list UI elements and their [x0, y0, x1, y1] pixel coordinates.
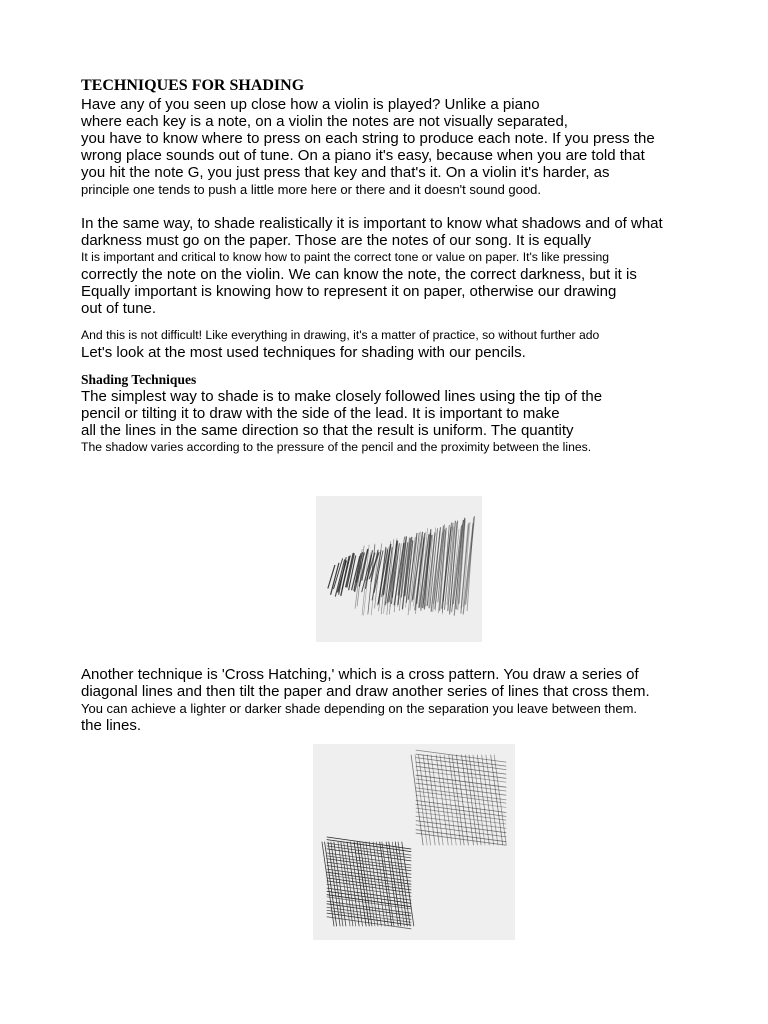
document-body	[81, 76, 721, 456]
text-line: diagonal lines and then tilt the paper and draw another series of lines that cross them.	[81, 683, 650, 700]
cross-hatch-icon	[313, 744, 515, 940]
text-line: Another technique is 'Cross Hatching,' which is a cross pattern. You draw a series of	[81, 666, 639, 683]
text-line: In the same way, to shade realistically it is important to know what shadows and of what	[81, 215, 663, 232]
text-line: Equally important is knowing how to represent it on paper, otherwise our drawing	[81, 283, 617, 300]
text-line: Let's look at the most used techniques for shading with our pencils.	[81, 344, 526, 361]
third-paragraph	[81, 327, 721, 361]
text-line: all the lines in the same direction so that the result is uniform. The quantity	[81, 422, 574, 439]
text-line: And this is not difficult! Like everything in drawing, it's a matter of practice, so without further ado	[81, 328, 600, 342]
cross-hatching-illustration	[313, 744, 515, 940]
text-line: The shadow varies according to the pressure of the pencil and the proximity between the lines.	[81, 440, 592, 454]
second-paragraph	[81, 215, 721, 317]
text-line: you hit the note G, you just press that key and that's it. On a violin it's harder, as	[81, 164, 610, 181]
text-line: out of tune.	[81, 300, 157, 317]
text-line: principle one tends to push a little more here or there and it doesn't sound good.	[81, 182, 541, 197]
text-line: The simplest way to shade is to make closely followed lines using the tip of the	[81, 388, 603, 405]
intro-paragraph	[81, 96, 721, 198]
text-line: correctly the note on the violin. We can know the note, the correct darkness, but it is	[81, 266, 637, 283]
hatching-lines-icon	[316, 496, 482, 642]
text-line: It is important and critical to know how to paint the correct tone or value on paper. It's like pressing	[81, 250, 610, 264]
cross-hatching-paragraph	[81, 666, 721, 734]
text-line: pencil or tilting it to draw with the side of the lead. It is important to make	[81, 405, 560, 422]
text-line: wrong place sounds out of tune. On a piano it's easy, because when you are told that	[81, 147, 645, 164]
text-line: where each key is a note, on a violin the notes are not visually separated,	[81, 113, 568, 130]
shading-paragraph	[81, 388, 721, 456]
text-line: Have any of you seen up close how a violin is played? Unlike a piano	[81, 96, 540, 113]
text-line: darkness must go on the paper. Those are the notes of our song. It is equally	[81, 232, 592, 249]
pencil-hatching-illustration	[316, 496, 482, 642]
page-title: TECHNIQUES FOR SHADING	[81, 77, 305, 94]
text-line: the lines.	[81, 717, 142, 734]
text-line: you have to know where to press on each string to produce each note. If you press the	[81, 130, 655, 147]
text-line: You can achieve a lighter or darker shade depending on the separation you leave between them.	[81, 701, 638, 716]
section-heading: Shading Techniques	[81, 372, 197, 387]
